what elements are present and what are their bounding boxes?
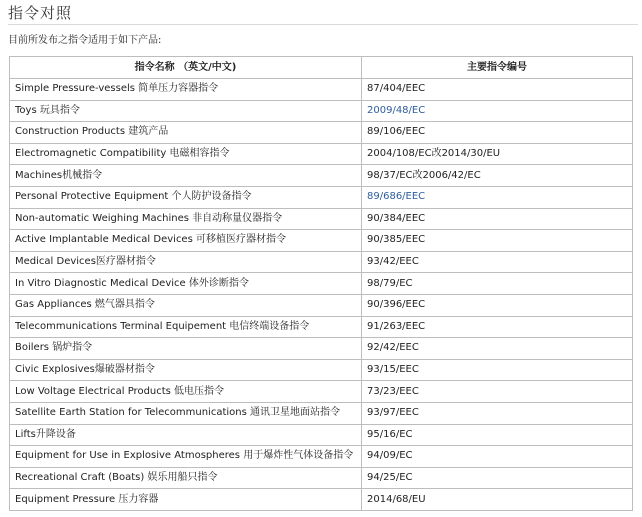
directive-code-link[interactable]: 2009/48/EC bbox=[362, 100, 633, 122]
table-row bbox=[10, 143, 633, 165]
table-row bbox=[10, 359, 633, 381]
title-divider bbox=[8, 24, 638, 25]
directive-name-cell: Telecommunications Terminal Equipement 电信终端设备指令 bbox=[10, 316, 362, 338]
directive-name-cell: Machines机械指令 bbox=[10, 165, 362, 187]
table-row bbox=[10, 230, 633, 252]
directive-code-cell: 94/25/EC bbox=[362, 467, 633, 489]
table-row bbox=[10, 424, 633, 446]
directive-code-cell: 87/404/EEC bbox=[362, 79, 633, 101]
directive-code-cell: 98/79/EC bbox=[362, 273, 633, 295]
directive-name-cell: Satellite Earth Station for Telecommunications 通讯卫星地面站指令 bbox=[10, 402, 362, 424]
table-header-row bbox=[10, 57, 633, 79]
directive-name-cell: Boilers 锅炉指令 bbox=[10, 338, 362, 360]
directive-code-cell: 98/37/EC改2006/42/EC bbox=[362, 165, 633, 187]
directive-name-cell: Low Voltage Electrical Products 低电压指令 bbox=[10, 381, 362, 403]
directive-name-cell: Construction Products 建筑产品 bbox=[10, 122, 362, 144]
table-row bbox=[10, 446, 633, 468]
directive-name-cell: Medical Devices医疗器材指令 bbox=[10, 251, 362, 273]
directive-code-cell: 2004/108/EC改2014/30/EU bbox=[362, 143, 633, 165]
directive-name-cell: Personal Protective Equipment 个人防护设备指令 bbox=[10, 186, 362, 208]
directive-code-cell: 94/09/EC bbox=[362, 446, 633, 468]
directive-table bbox=[9, 56, 633, 511]
table-row bbox=[10, 381, 633, 403]
directive-name-cell: Electromagnetic Compatibility 电磁相容指令 bbox=[10, 143, 362, 165]
directive-code-cell: 92/42/EEC bbox=[362, 338, 633, 360]
table-row bbox=[10, 165, 633, 187]
header-directive-name: 指令名称 （英文/中文) bbox=[10, 57, 362, 79]
table-row bbox=[10, 251, 633, 273]
table-row bbox=[10, 122, 633, 144]
table-row bbox=[10, 100, 633, 122]
directive-code-cell: 89/106/EEC bbox=[362, 122, 633, 144]
directive-name-cell: Recreational Craft (Boats) 娱乐用船只指令 bbox=[10, 467, 362, 489]
directive-code-cell: 95/16/EC bbox=[362, 424, 633, 446]
table-row bbox=[10, 489, 633, 511]
directive-code-cell: 2014/68/EU bbox=[362, 489, 633, 511]
table-row bbox=[10, 208, 633, 230]
directive-code-link[interactable]: 89/686/EEC bbox=[362, 186, 633, 208]
directive-name-cell: Toys 玩具指令 bbox=[10, 100, 362, 122]
table-row bbox=[10, 273, 633, 295]
directive-code-cell: 73/23/EEC bbox=[362, 381, 633, 403]
directive-name-cell: Simple Pressure-vessels 简单压力容器指令 bbox=[10, 79, 362, 101]
directive-code-cell: 91/263/EEC bbox=[362, 316, 633, 338]
directive-code-cell: 90/384/EEC bbox=[362, 208, 633, 230]
directive-name-cell: Lifts升降设备 bbox=[10, 424, 362, 446]
table-row bbox=[10, 402, 633, 424]
directive-name-cell: Civic Explosives爆破器材指令 bbox=[10, 359, 362, 381]
table-row bbox=[10, 79, 633, 101]
directive-name-cell: In Vitro Diagnostic Medical Device 体外诊断指令 bbox=[10, 273, 362, 295]
directive-name-cell: Active Implantable Medical Devices 可移植医疗器材指令 bbox=[10, 230, 362, 252]
directive-name-cell: Gas Appliances 燃气器具指令 bbox=[10, 294, 362, 316]
header-directive-code: 主要指令编号 bbox=[362, 57, 633, 79]
directive-code-cell: 93/42/EEC bbox=[362, 251, 633, 273]
directive-name-cell: Equipment Pressure 压力容器 bbox=[10, 489, 362, 511]
directive-name-cell: Equipment for Use in Explosive Atmospheres 用于爆炸性气体设备指令 bbox=[10, 446, 362, 468]
page-title: 指令对照 bbox=[8, 4, 73, 22]
table-row bbox=[10, 467, 633, 489]
intro-text: 目前所发布之指令适用于如下产品: bbox=[8, 35, 162, 46]
table-row bbox=[10, 316, 633, 338]
directive-code-cell: 90/396/EEC bbox=[362, 294, 633, 316]
directive-code-cell: 90/385/EEC bbox=[362, 230, 633, 252]
directive-code-cell: 93/15/EEC bbox=[362, 359, 633, 381]
table-row bbox=[10, 338, 633, 360]
table-row bbox=[10, 294, 633, 316]
directive-name-cell: Non-automatic Weighing Machines 非自动称量仪器指令 bbox=[10, 208, 362, 230]
table-row bbox=[10, 186, 633, 208]
directive-code-cell: 93/97/EEC bbox=[362, 402, 633, 424]
